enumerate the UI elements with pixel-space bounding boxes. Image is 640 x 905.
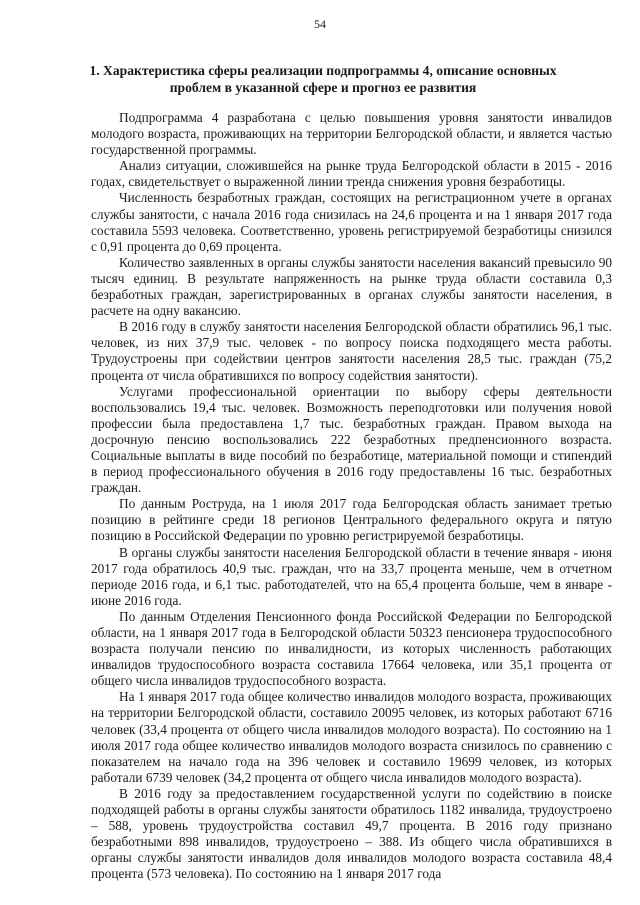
paragraph: Услугами профессиональной ориентации по выбору сферы деятельности воспользовались 19,4 тыс. человек. Возможность переподготовки или получения новой профессии была предоставлена 1,7 тыс. безработных граждан. Правом выхода на досрочную пенсию воспользовались 222 безработных предпенсионного возраста. Социальные выплаты в виде пособий по безработице, материальной помощи и стипендий в период профессионального обучения в 2016 году предоставлены 16 тыс. безработных граждан. xyxy=(91,383,612,496)
paragraph: Численность безработных граждан, состоящих на регистрационном учете в органах службы занятости, с начала 2016 года снизилась на 24,6 процента и на 1 января 2017 года составила 5593 человека. Соответственно, уровень регистрируемой безработицы снизился с 0,91 процента до 0,69 процента. xyxy=(91,190,612,254)
section-heading: 1. Характеристика сферы реализации подпрограммы 4, описание основных проблем в указанной сфере и прогноз ее развития xyxy=(89,63,557,95)
page-number: 54 xyxy=(314,17,326,31)
paragraph: Количество заявленных в органы службы занятости населения вакансий превысило 90 тысяч единиц. В результате напряженность на рынке труда области составила 0,3 безработных граждан, зарегистрированных в органах службы занятости населения, в расчете на одну вакансию. xyxy=(91,254,612,319)
paragraph: Анализ ситуации, сложившейся на рынке труда Белгородской области в 2015 - 2016 годах, свидетельствует о выраженной линии тренда снижения уровня безработицы. xyxy=(91,158,612,190)
paragraph: По данным Роструда, на 1 июля 2017 года Белгородская область занимает третью позицию в рейтинге среди 18 регионов Центрального федерального округа и пятую позицию в Российской Федерации по уровню регистрируемой безработицы. xyxy=(91,496,612,544)
paragraph: В 2016 году за предоставлением государственной услуги по содействию в поиске подходящей работы в органы службы занятости обратилось 1182 инвалида, трудоустроено – 588, уровень трудоустройства составил 49,7 процента. В 2016 году признано безработными 898 инвалидов, трудоустроено – 388. Из общего числа обратившихся в органы службы занятости инвалидов доля инвалидов молодого возраста составила 48,4 процента (573 человека). По состоянию на 1 января 2017 года xyxy=(91,785,612,882)
paragraph: В 2016 году в службу занятости населения Белгородской области обратились 96,1 тыс. человек, из них 37,9 тыс. человек - по вопросу поиска подходящего места работы. Трудоустроены при содействии центров занятости населения 28,5 тыс. граждан (75,2 процента от числа обратившихся по вопросу содействия занятости). xyxy=(91,319,612,383)
paragraph: На 1 января 2017 года общее количество инвалидов молодого возраста, проживающих на территории Белгородской области, составило 20095 человек, из которых работают 6716 человек (33,4 процента от общего числа инвалидов молодого возраста). По состоянию на 1 июля 2017 года общее количество инвалидов молодого возраста снизилось по сравнению с показателем на начало года на 396 человек и составило 19699 человек, из которых работали 6739 человек (34,2 процента от общего числа инвалидов молодого возраста). xyxy=(91,689,612,785)
paragraph: Подпрограмма 4 разработана с целью повышения уровня занятости инвалидов молодого возраста, проживающих на территории Белгородской области, и является частью государственной программы. xyxy=(91,110,612,158)
paragraph: В органы службы занятости населения Белгородской области в течение января - июня 2017 года обратилось 40,9 тыс. граждан, что на 33,7 процента меньше, чем в отчетном периоде 2016 года, и 6,1 тыс. работодателей, что на 65,4 процента больше, чем в январе - июне 2016 года. xyxy=(91,544,612,608)
body-text xyxy=(91,110,612,883)
paragraph: По данным Отделения Пенсионного фонда Российской Федерации по Белгородской области, на 1 января 2017 года в Белгородской области 50323 пенсионера трудоспособного возраста получали пенсию по инвалидности, из которых численность работающих инвалидов трудоспособного возраста составила 17664 человека, или 35,1 процента от общего числа инвалидов трудоспособного возраста. xyxy=(91,608,612,689)
